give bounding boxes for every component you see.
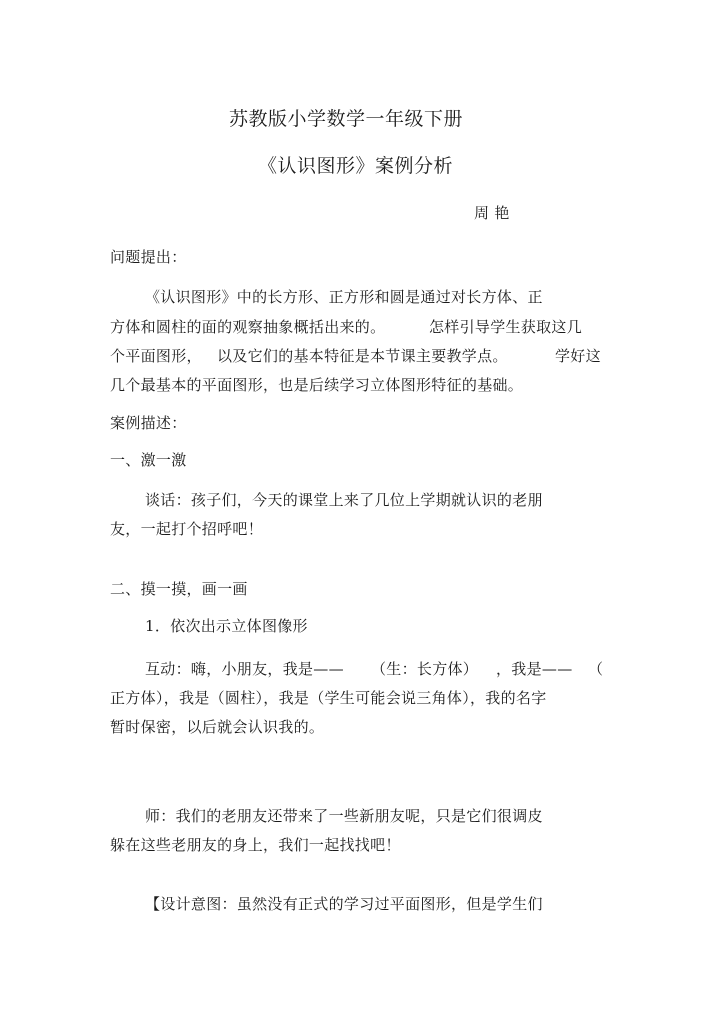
section-heading-part1: 一、激一激 — [110, 451, 187, 469]
paragraph-line: ，我是—— — [496, 660, 573, 678]
paragraph-line: 方体和圆柱的面的观察抽象概括出来的。 — [110, 318, 386, 336]
paragraph-line: 《认识图形》中的长方形、正方形和圆是通过对长方体、正 — [145, 288, 543, 306]
section-heading-problem: 问题提出： — [110, 248, 187, 266]
paragraph-line: 个平面图形， — [110, 347, 202, 365]
paragraph-line: 师：我们的老朋友还带来了一些新朋友呢，只是它们很调皮 — [145, 807, 543, 825]
paragraph-line: 暂时保密，以后就会认识我的。 — [110, 718, 325, 736]
paragraph-line: 以及它们的基本特征是本节课主要教学点。 — [217, 347, 508, 365]
paragraph-line: 谈话：孩子们，今天的课堂上来了几位上学期就认识的老朋 — [145, 491, 543, 509]
paragraph-line: 友，一起打个招呼吧！ — [110, 520, 264, 538]
document-subtitle: 《认识图形》案例分析 — [258, 155, 454, 177]
paragraph-line: （生：长方体） — [371, 660, 479, 678]
document-title: 苏教版小学数学一年级下册 — [229, 108, 464, 130]
paragraph-line: 怎样引导学生获取这几 — [429, 318, 583, 336]
paragraph-line: 正方体），我是（圆柱），我是（学生可能会说三角体），我的名字 — [110, 689, 547, 707]
paragraph-line: （ — [588, 660, 604, 678]
section-heading-case: 案例描述： — [110, 414, 187, 432]
paragraph-line: 互动：嗨，小朋友，我是—— — [145, 660, 344, 678]
paragraph-line: 躲在这些老朋友的身上，我们一起找找吧！ — [110, 836, 401, 854]
design-intent-line: 【设计意图：虽然没有正式的学习过平面图形，但是学生们 — [145, 895, 543, 913]
section-heading-part2: 二、摸一摸，画一画 — [110, 580, 248, 598]
list-item: 1．依次出示立体图像形 — [145, 617, 308, 635]
paragraph-line: 几个最基本的平面图形，也是后续学习立体图形特征的基础。 — [110, 376, 524, 394]
paragraph-line: 学好这 — [555, 347, 601, 365]
author-name: 周 艳 — [474, 204, 510, 222]
